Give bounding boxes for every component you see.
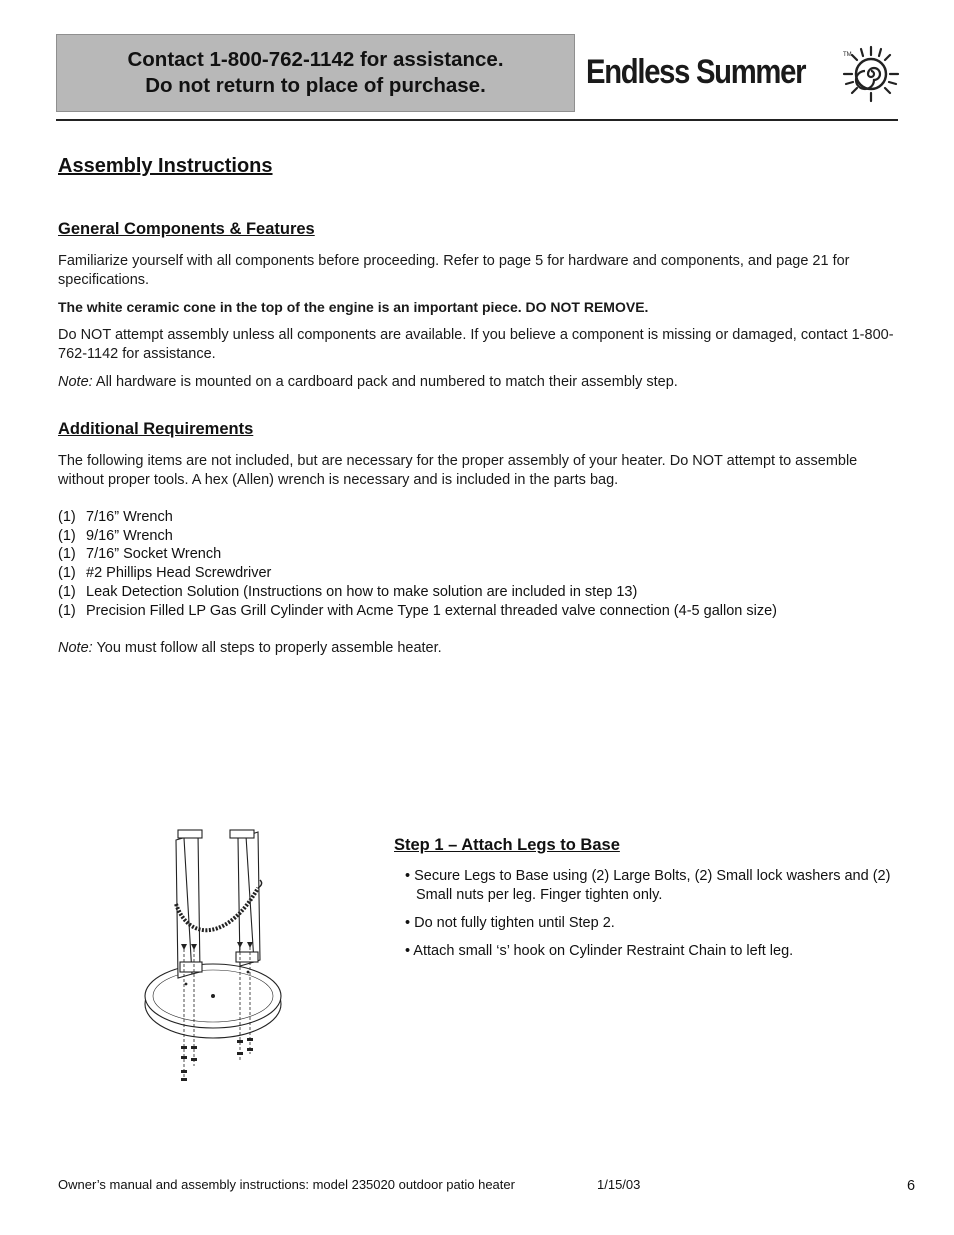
list-item: (1) 7/16” Wrench [58, 509, 173, 525]
list-item: • Secure Legs to Base using (2) Large Bolts, (2) Small lock washers and (2) Small nuts per leg. Finger tighten only. [405, 868, 891, 903]
assembly-note [58, 639, 898, 658]
brand-logo [586, 42, 852, 102]
brand-name: Endless Summer [586, 52, 806, 91]
list-item: (1) Precision Filled LP Gas Grill Cylinder with Acme Type 1 external threaded valve connection (4-5 gallon size) [58, 602, 777, 619]
contact-line-1: Contact 1-800-762-1142 for assistance. [127, 48, 504, 71]
contact-banner [56, 34, 575, 112]
list-item: (1) 9/16” Wrench [58, 527, 173, 544]
footer-manual-title: Owner’s manual and assembly instructions: model 235020 outdoor patio heater [58, 1177, 515, 1192]
additional-heading: Additional Requirements [58, 420, 254, 438]
note-label: Note: [58, 640, 93, 656]
list-item: • Do not fully tighten until Step 2. [405, 915, 615, 931]
step-1-instructions [405, 867, 905, 970]
step-1-heading: Step 1 – Attach Legs to Base [394, 836, 620, 854]
list-item: (1) Leak Detection Solution (Instructions on how to make solution are included in step 13) [58, 583, 638, 600]
note-text: You must follow all steps to properly assemble heater. [92, 640, 442, 656]
list-item: (1) 7/16” Socket Wrench [58, 546, 222, 563]
hardware-note [58, 373, 898, 392]
list-item: (1) #2 Phillips Head Screwdriver [58, 565, 272, 582]
page-number: 6 [907, 1178, 916, 1194]
list-item: • Attach small ‘s’ hook on Cylinder Restraint Chain to left leg. [405, 943, 794, 959]
general-heading: General Components & Features [58, 220, 315, 238]
ceramic-cone-warning: The white ceramic cone in the top of the engine is an important piece. DO NOT REMOVE. [58, 299, 649, 315]
note-label: Note: [58, 374, 93, 390]
trademark-mark: TM [843, 52, 852, 58]
header-rule [56, 119, 898, 121]
note-text: All hardware is mounted on a cardboard pack and numbered to match their assembly step. [92, 374, 678, 390]
sun-spiral-icon [841, 44, 901, 104]
legs-to-base-illustration [140, 826, 300, 1088]
footer-date: 1/15/03 [597, 1177, 641, 1192]
general-paragraph-1: Familiarize yourself with all components before proceeding. Refer to page 5 for hardware and components, and page 21 for specifications. [58, 253, 850, 288]
contact-line-2: Do not return to place of purchase. [145, 74, 486, 97]
general-paragraph-2: Do NOT attempt assembly unless all components are available. If you believe a component is missing or damaged, contact 1-800-762-1142 for assistance. [58, 327, 894, 362]
additional-intro: The following items are not included, but are necessary for the proper assembly of your heater. Do NOT attempt to assemble without proper tools. A hex (Allen) wrench is necessary and is included in the parts bag. [58, 453, 858, 488]
page-title: Assembly Instructions [58, 155, 273, 177]
tools-list [58, 508, 777, 620]
